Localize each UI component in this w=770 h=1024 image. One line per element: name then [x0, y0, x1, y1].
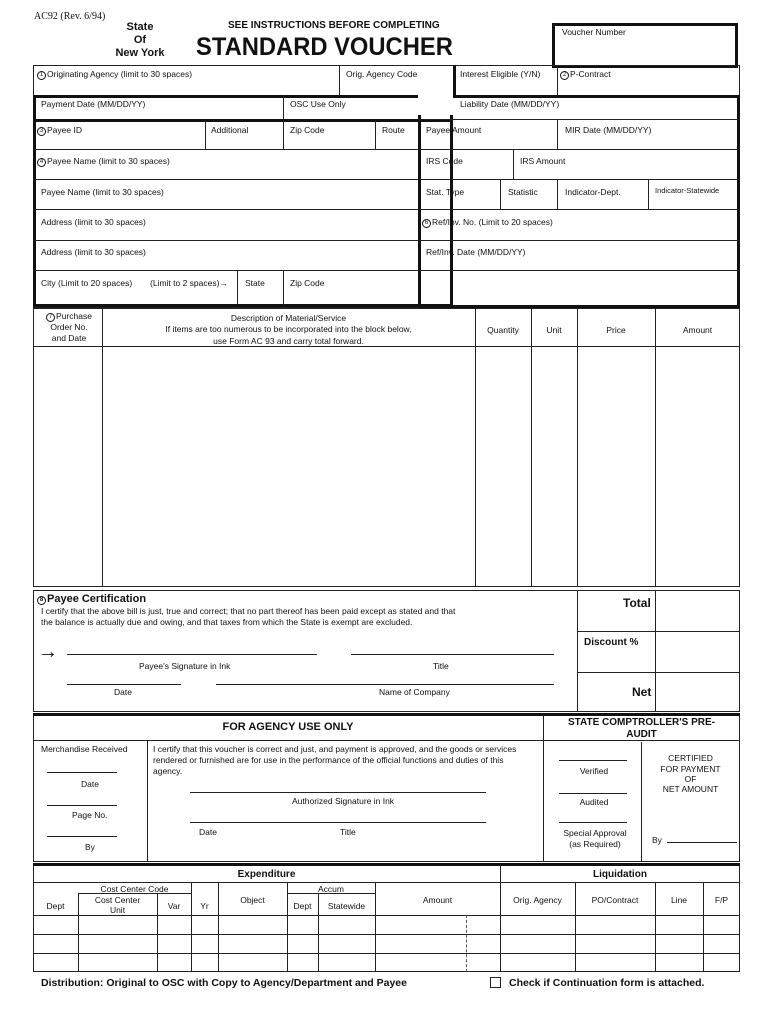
additional-field[interactable]: Additional: [211, 125, 249, 135]
payee-signature-field[interactable]: [67, 640, 317, 654]
ref-inv-date-field[interactable]: Ref/Inv. Date (MM/DD/YY): [426, 247, 526, 257]
certification-title-label: Payee Certification: [47, 593, 147, 605]
exp-amount-header: Amount: [422, 895, 453, 905]
special-approval-line2: (as Required): [569, 839, 621, 849]
payee-signature-label: Payee's Signature in Ink: [139, 661, 231, 671]
zip-code-field[interactable]: Zip Code: [290, 125, 325, 135]
city-field[interactable]: City (Limit to 20 spaces): [41, 278, 133, 288]
liability-date-field[interactable]: Liability Date (MM/DD/YY): [460, 99, 560, 109]
route-field[interactable]: Route: [382, 125, 405, 135]
indicator-dept-field[interactable]: Indicator-Dept.: [565, 187, 621, 197]
po-header-line1: [36, 311, 102, 322]
indicator-statewide-field[interactable]: Indicator-Statewide: [655, 186, 720, 195]
circle-4-icon: 4: [37, 158, 46, 167]
irs-code-field[interactable]: IRS Code: [426, 156, 463, 166]
circle-8-icon: 8: [37, 596, 46, 605]
circle-6-icon: 6: [422, 219, 431, 228]
yr-header: Yr: [200, 901, 209, 911]
quantity-header: Quantity: [487, 325, 519, 335]
cert-title-field[interactable]: [351, 640, 554, 654]
state-field[interactable]: State: [245, 278, 265, 288]
statewide-header: Statewide: [327, 901, 366, 911]
circle-2-icon: 2: [560, 71, 569, 80]
line-header: Line: [670, 895, 688, 905]
page-no-label: Page No.: [72, 810, 108, 820]
discount-field[interactable]: [656, 632, 739, 672]
expenditure-header: Expenditure: [237, 869, 296, 880]
statistic-field[interactable]: Statistic: [508, 187, 538, 197]
certified-line4: NET AMOUNT: [662, 784, 719, 794]
certification-text2: the balance is actually due and owing, and that taxes from which the State is exempt are excluded.: [41, 617, 413, 627]
auth-signature-label: Authorized Signature in Ink: [292, 796, 395, 806]
agency-title-label: Title: [340, 827, 356, 837]
payee-name2-field[interactable]: Payee Name (limit to 30 spaces): [41, 187, 164, 197]
payee-name1-label: Payee Name (limit to 30 spaces): [47, 156, 170, 166]
net-label: Net: [632, 685, 652, 699]
merch-date-label: Date: [81, 779, 99, 789]
verified-field[interactable]: [559, 746, 627, 760]
cert-date-field[interactable]: [67, 670, 181, 684]
audited-field[interactable]: [559, 779, 627, 793]
merch-date-field[interactable]: [47, 758, 117, 772]
agency-cert-text2: rendered or furnished are for use in the performance of the official functions and duties of this: [153, 755, 504, 765]
continuation-checkbox[interactable]: [490, 977, 501, 988]
agency-use-title: FOR AGENCY USE ONLY: [222, 721, 354, 733]
accum-header: Accum: [318, 884, 344, 894]
total-label: Total: [623, 596, 651, 610]
interest-eligible-field[interactable]: Interest Eligible (Y/N): [460, 69, 541, 79]
signature-arrow-icon: →: [38, 641, 58, 663]
address2-field[interactable]: Address (limit to 30 spaces): [41, 247, 146, 257]
payee-id-label: Payee ID: [47, 125, 82, 135]
certified-line3: OF: [684, 774, 697, 784]
merch-by-label: By: [85, 842, 95, 852]
certified-by-field[interactable]: [667, 828, 737, 842]
certified-line2: FOR PAYMENT: [660, 764, 721, 774]
price-header: Price: [606, 325, 626, 335]
certification-text1: I certify that the above bill is just, true and correct; that no part thereof has been paid except as stated and that: [41, 606, 456, 616]
special-approval-field[interactable]: [559, 808, 627, 822]
payment-date-field[interactable]: Payment Date (MM/DD/YY): [41, 99, 146, 109]
payee-id-field[interactable]: [37, 126, 82, 136]
description-header-line1: Description of Material/Service: [230, 313, 347, 323]
dept2-header: Dept: [293, 901, 312, 911]
agency-cert-text3: agency.: [153, 766, 183, 776]
form-title: STANDARD VOUCHER: [196, 33, 453, 61]
state-line3: New York: [115, 47, 165, 59]
company-name-field[interactable]: [216, 670, 554, 684]
state-line1: State: [126, 21, 154, 33]
circle-3-icon: 3: [37, 127, 46, 136]
verified-label: Verified: [579, 766, 609, 776]
distribution-text: Distribution: Original to OSC with Copy to Agency/Department and Payee: [41, 977, 407, 989]
page-no-field[interactable]: [47, 791, 117, 805]
continuation-label: Check if Continuation form is attached.: [509, 977, 705, 989]
special-approval-line1: Special Approval: [563, 828, 627, 838]
orig-agency-code-field[interactable]: Orig. Agency Code: [346, 69, 418, 79]
net-field[interactable]: [656, 673, 739, 711]
po-header-line2: Order No.: [50, 322, 88, 332]
circle-1-icon: 1: [37, 71, 46, 80]
company-name-label: Name of Company: [379, 687, 450, 697]
object-header: Object: [240, 895, 265, 905]
stat-type-field[interactable]: Stat. Type: [426, 187, 465, 197]
cert-date-label: Date: [114, 687, 132, 697]
p-contract-field[interactable]: [560, 70, 611, 80]
cert-title-label: Title: [433, 661, 449, 671]
certified-by-label: By: [652, 835, 662, 845]
payee-name1-field[interactable]: [37, 157, 170, 167]
instructions: SEE INSTRUCTIONS BEFORE COMPLETING: [228, 20, 440, 31]
liquidation-header: Liquidation: [593, 869, 647, 880]
description-header-line3: use Form AC 93 and carry total forward.: [213, 336, 364, 346]
certified-line1: CERTIFIED: [668, 753, 713, 763]
var-header: Var: [167, 901, 181, 911]
discount-label: Discount %: [584, 637, 639, 648]
cost-center-code-header: Cost Center Code: [100, 884, 169, 894]
auth-signature-field[interactable]: [190, 778, 486, 792]
certification-title: [37, 594, 146, 605]
state-line2: Of: [133, 34, 147, 46]
ref-inv-no-label: Ref/Inv. No. (Limit to 20 spaces): [432, 217, 553, 227]
zip-code2-field[interactable]: Zip Code: [290, 278, 325, 288]
cost-center-unit-line1: Cost Center: [94, 895, 141, 905]
circle-7-icon: 7: [46, 313, 55, 322]
total-field[interactable]: [656, 591, 739, 631]
voucher-number-label: Voucher Number: [562, 27, 626, 37]
agency-date-title-field[interactable]: [190, 808, 486, 822]
po-header-line3: and Date: [51, 333, 87, 343]
ref-inv-no-field[interactable]: [422, 218, 553, 228]
address1-field[interactable]: Address (limit to 30 spaces): [41, 217, 146, 227]
p-contract-label: P-Contract: [570, 69, 611, 79]
comptroller-title-line1: STATE COMPTROLLER'S PRE-: [567, 717, 715, 728]
comptroller-title-line2: AUDIT: [626, 729, 657, 740]
originating-agency-label: Originating Agency (limit to 30 spaces): [47, 69, 193, 79]
limit-2-spaces-label: (Limit to 2 spaces)→: [150, 278, 228, 288]
dept-header: Dept: [46, 901, 65, 911]
line-items-table: [33, 308, 740, 587]
agency-cert-text1: I certify that this voucher is correct and just, and payment is approved, and the goods or services: [153, 744, 517, 754]
cost-center-unit-line2: Unit: [109, 905, 126, 915]
mir-date-field[interactable]: MIR Date (MM/DD/YY): [565, 125, 652, 135]
amount-header: Amount: [682, 325, 713, 335]
description-header-line2: If items are too numerous to be incorporated into the block below,: [165, 324, 412, 334]
po-line1-label: Purchase: [56, 311, 92, 321]
irs-amount-field[interactable]: IRS Amount: [520, 156, 566, 166]
merch-by-field[interactable]: [47, 822, 117, 836]
unit-header: Unit: [546, 325, 562, 335]
audited-label: Audited: [579, 797, 609, 807]
orig-agency-header: Orig. Agency: [513, 895, 562, 905]
merch-received-label: Merchandise Received: [41, 744, 128, 754]
agency-date-label: Date: [199, 827, 217, 837]
osc-use-only-field[interactable]: OSC Use Only: [290, 99, 346, 109]
fp-header: F/P: [714, 895, 729, 905]
form-id: AC92 (Rev. 6/94): [34, 11, 106, 22]
po-contract-header: PO/Contract: [591, 895, 639, 905]
payee-amount-field[interactable]: Payee Amount: [426, 125, 482, 135]
originating-agency-field[interactable]: [37, 70, 192, 80]
